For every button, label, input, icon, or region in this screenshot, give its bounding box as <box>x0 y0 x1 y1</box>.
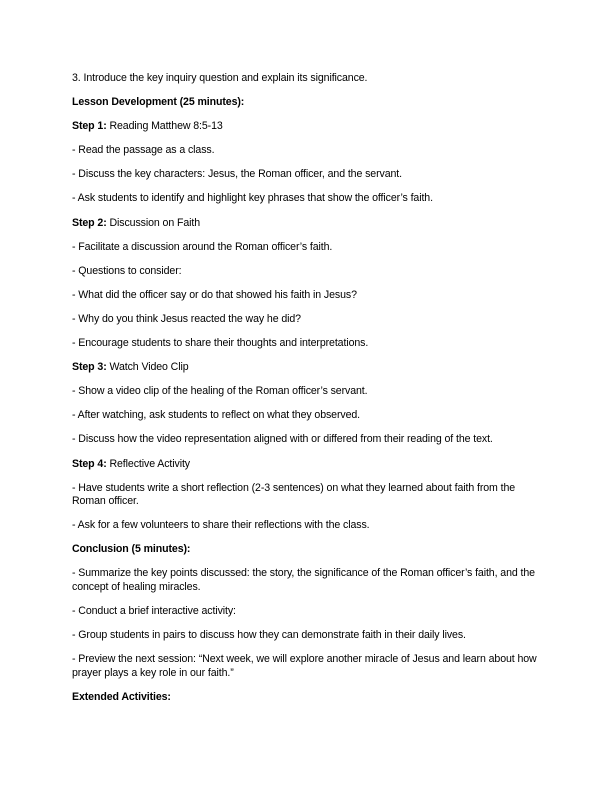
step-2-heading <box>72 217 538 231</box>
paragraph-text: - Ask students to identify and highlight key phrases that show the officer’s faith. <box>72 192 433 205</box>
list-item <box>72 241 538 255</box>
list-item <box>72 433 538 447</box>
paragraph-text: - Discuss the key characters: Jesus, the Roman officer, and the servant. <box>72 168 402 181</box>
step-label: Step 1: <box>72 120 107 133</box>
step-label: Step 2: <box>72 216 107 229</box>
list-item <box>72 653 538 680</box>
paragraph-text: - Why do you think Jesus reacted the way he did? <box>72 312 301 325</box>
list-item <box>72 567 538 594</box>
paragraph-text: - Show a video clip of the healing of the Roman officer’s servant. <box>72 385 368 398</box>
paragraph-text: - Group students in pairs to discuss how they can demonstrate faith in their daily lives. <box>72 629 466 642</box>
document-page <box>72 72 538 715</box>
list-item <box>72 519 538 533</box>
paragraph-text: - Have students write a short reflection (2-3 sentences) on what they learned about faith from the Roman officer. <box>72 481 516 508</box>
list-item <box>72 409 538 423</box>
list-item <box>72 313 538 327</box>
paragraph-text: - Summarize the key points discussed: the story, the significance of the Roman officer’s faith, and the concept of healing miracles. <box>72 567 535 593</box>
step-label: Step 3: <box>72 361 107 374</box>
list-item <box>72 265 538 279</box>
heading-conclusion <box>72 543 538 557</box>
paragraph-text: - Discuss how the video representation aligned with or differed from their reading of the text. <box>72 433 493 446</box>
step-title: Reading Matthew 8:5-13 <box>106 120 223 133</box>
list-item <box>72 144 538 158</box>
step-4-heading <box>72 458 538 472</box>
heading-extended-activities <box>72 691 538 705</box>
paragraph-text: - Preview the next session: “Next week, we will explore another miracle of Jesus and learn about how prayer plays a key role in our faith.” <box>72 653 537 679</box>
list-item <box>72 337 538 351</box>
step-label: Step 4: <box>72 457 107 470</box>
paragraph-text: - Questions to consider: <box>72 264 182 277</box>
paragraph-text: - Facilitate a discussion around the Roman officer’s faith. <box>72 240 333 253</box>
step-title: Watch Video Clip <box>106 361 189 374</box>
paragraph-text: - Ask for a few volunteers to share their reflections with the class. <box>72 519 370 532</box>
paragraph-text: 3. Introduce the key inquiry question and explain its significance. <box>72 72 368 84</box>
paragraph-text: - Encourage students to share their thoughts and interpretations. <box>72 337 369 350</box>
list-item <box>72 385 538 399</box>
step-3-heading <box>72 361 538 375</box>
paragraph-text: - After watching, ask students to reflect on what they observed. <box>72 409 361 422</box>
paragraph-intro-question <box>72 72 538 86</box>
list-item <box>72 482 538 509</box>
list-item <box>72 629 538 643</box>
list-item <box>72 289 538 303</box>
heading-lesson-development <box>72 96 538 110</box>
list-item <box>72 605 538 619</box>
list-item <box>72 168 538 182</box>
paragraph-text: - Read the passage as a class. <box>72 144 215 157</box>
paragraph-text: - Conduct a brief interactive activity: <box>72 604 236 617</box>
paragraph-text: - What did the officer say or do that showed his faith in Jesus? <box>72 288 357 301</box>
heading-text: Extended Activities: <box>72 690 171 703</box>
heading-text: Lesson Development (25 minutes): <box>72 96 245 109</box>
step-1-heading <box>72 120 538 134</box>
list-item <box>72 192 538 206</box>
step-title: Discussion on Faith <box>106 216 201 229</box>
heading-text: Conclusion (5 minutes): <box>72 543 191 556</box>
step-title: Reflective Activity <box>106 457 190 470</box>
